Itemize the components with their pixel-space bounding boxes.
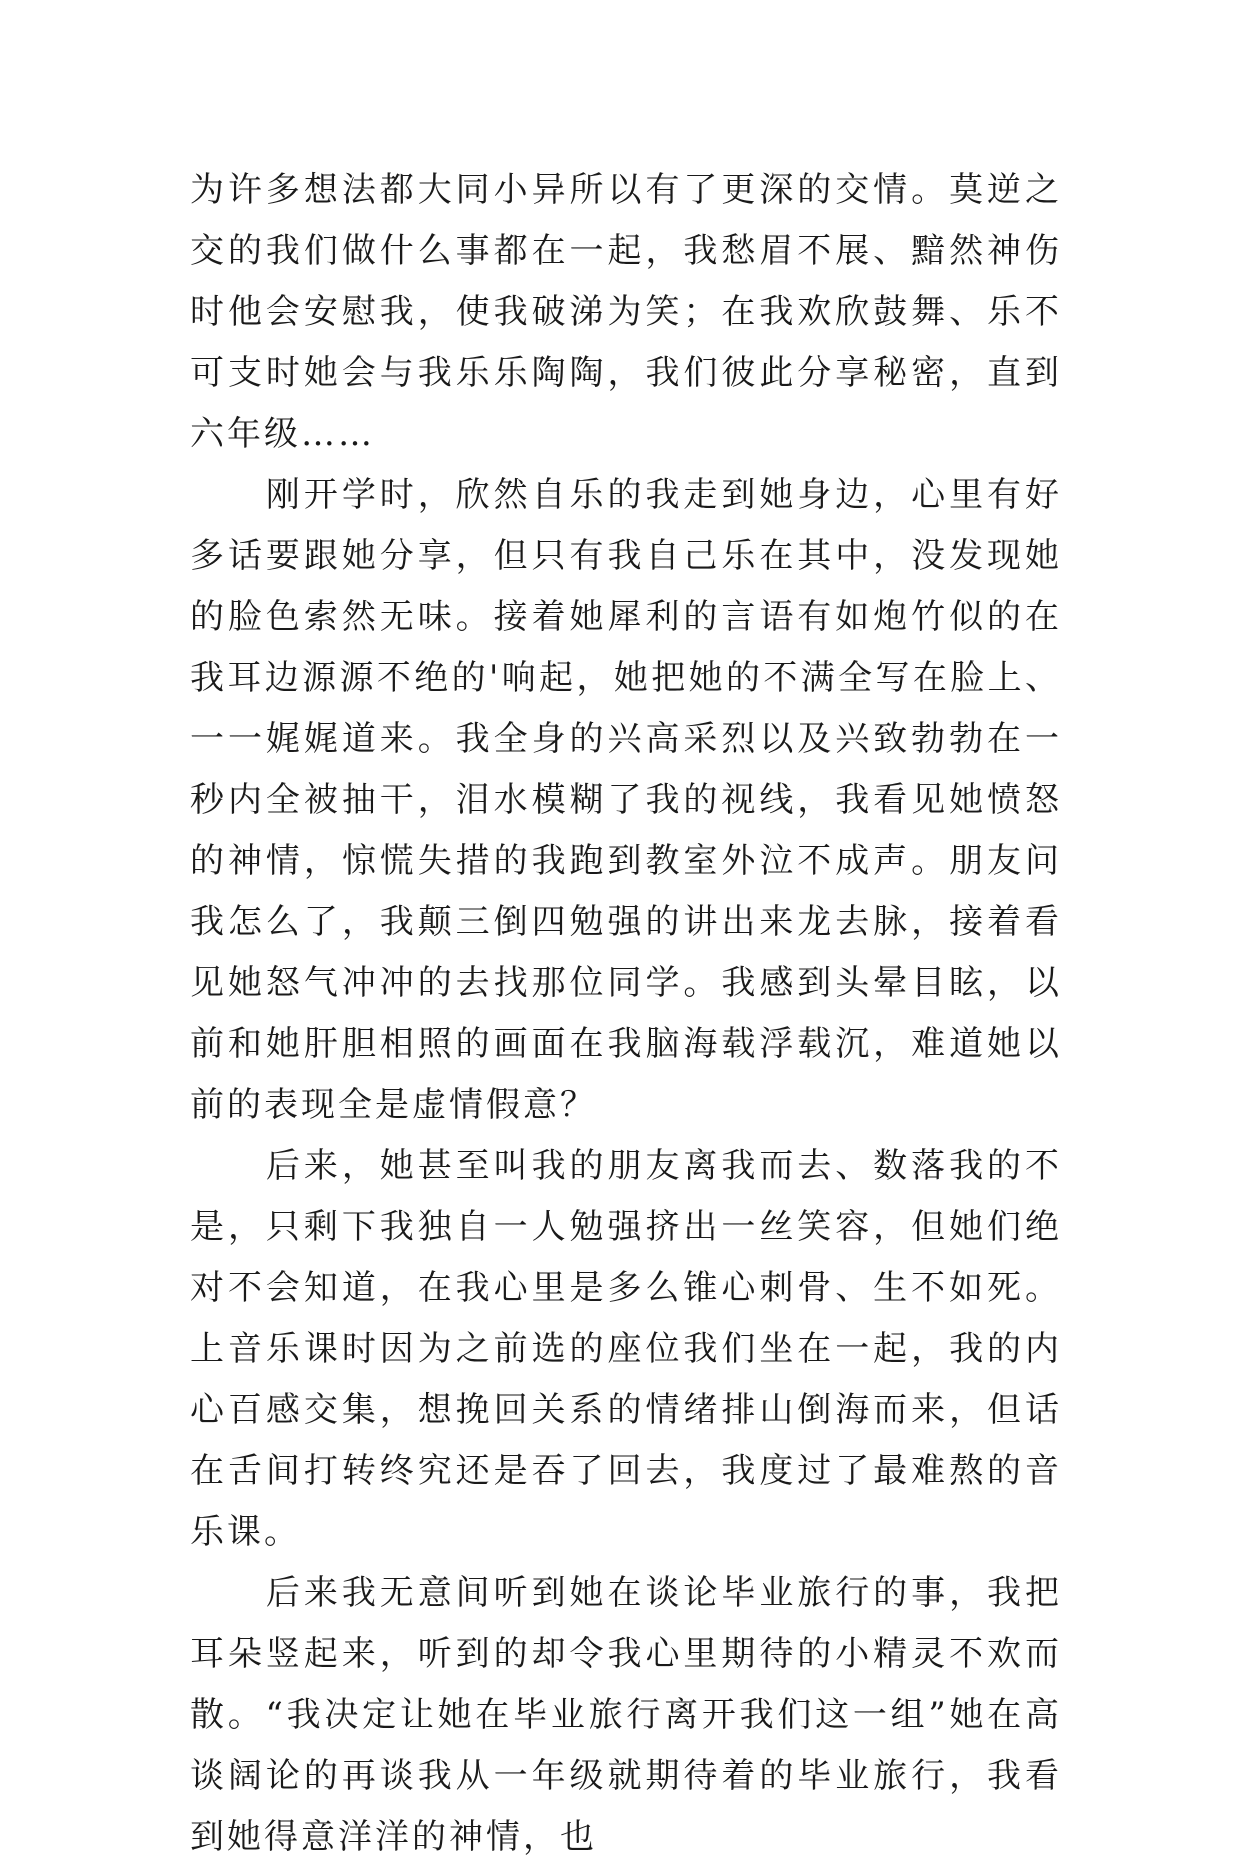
paragraph-afterwards: 后来，她甚至叫我的朋友离我而去、数落我的不是，只剩下我独自一人勉强挤出一丝笑容，但她们绝对不会知道，在我心里是多么锥心刺骨、生不如死。上音乐课时因为之前选的座位我们坐在一起，我的内心百感交集，想挽回关系的情绪排山倒海而来，但话在舌间打转终究还是吞了回去，我度过了最难熬的音乐课。 bbox=[190, 1146, 1062, 1552]
paragraph-continued: 为许多想法都大同小异所以有了更深的交情。莫逆之交的我们做什么事都在一起，我愁眉不展、黯然神伤时他会安慰我，使我破涕为笑；在我欢欣鼓舞、乐不可支时她会与我乐乐陶陶，我们彼此分享秘密，直到六年级…… bbox=[190, 170, 1062, 454]
essay-body bbox=[190, 160, 1062, 1868]
paragraph-graduation-trip: 后来我无意间听到她在谈论毕业旅行的事，我把耳朵竖起来，听到的却令我心里期待的小精灵不欢而散。“我决定让她在毕业旅行离开我们这一组”她在高谈阔论的再谈我从一年级就期待着的毕业旅行，我看到她得意洋洋的神情，也 bbox=[190, 1573, 1062, 1857]
paragraph-school-start: 刚开学时，欣然自乐的我走到她身边，心里有好多话要跟她分享，但只有我自己乐在其中，没发现她的脸色索然无味。接着她犀利的言语有如炮竹似的在我耳边源源不绝的'响起，她把她的不满全写在脸上、一一娓娓道来。我全身的兴高采烈以及兴致勃勃在一秒内全被抽干，泪水模糊了我的视线，我看见她愤怒的神情，惊慌失措的我跑到教室外泣不成声。朋友问我怎么了，我颠三倒四勉强的讲出来龙去脉，接着看见她怒气冲冲的去找那位同学。我感到头晕目眩，以前和她肝胆相照的画面在我脑海载浮载沉，难道她以前的表现全是虚情假意？ bbox=[190, 475, 1062, 1125]
